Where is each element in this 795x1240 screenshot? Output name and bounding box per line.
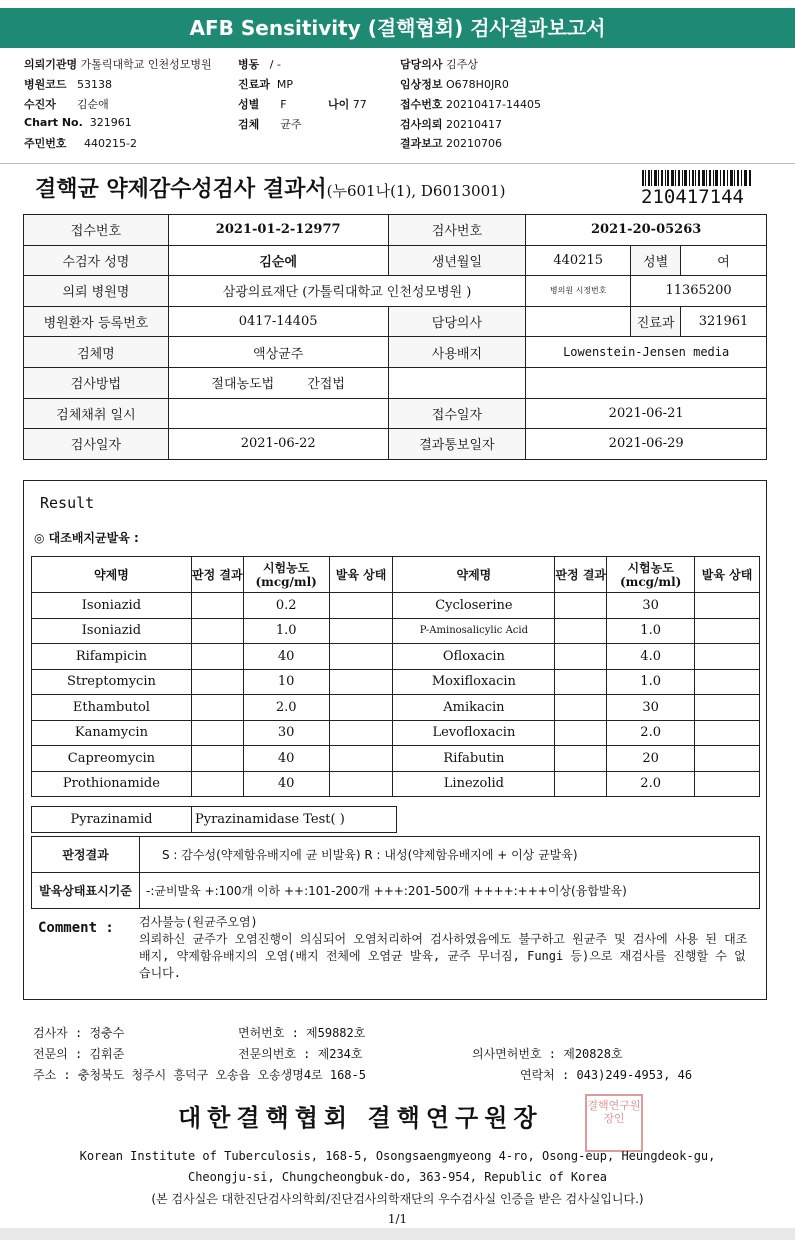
report-title-sub: (누601나(1), D6013001): [326, 182, 506, 200]
drug-concentration: 20: [607, 746, 695, 772]
cell: 11365200: [631, 276, 767, 307]
drug-growth: [329, 669, 393, 695]
seal-icon: 결핵연구원장인: [585, 1094, 643, 1152]
ward-label: 병동: [238, 58, 260, 71]
drug-growth: [329, 720, 393, 746]
drug-judgement: [555, 618, 607, 644]
cell: 321961: [681, 306, 767, 337]
cell: Pyrazinamidase Test( ): [192, 807, 397, 833]
age-label: 나이: [328, 98, 350, 111]
comment-line: 검사불능(원균주오염): [139, 915, 258, 929]
cell: 삼광의료재단 (가톨릭대학교 인천성모병원 ): [168, 276, 525, 307]
specialist-number: 전문의번호 : 제234호: [238, 1047, 363, 1061]
drug-growth: [695, 746, 760, 772]
cell: 검체채취 일시: [24, 398, 169, 429]
drug-judgement: [555, 644, 607, 670]
drug-concentration: 10: [243, 669, 329, 695]
cell: 결과통보일자: [388, 429, 526, 460]
specimen-value: 균주: [280, 118, 302, 131]
table-row: [24, 215, 767, 246]
drug-growth: [329, 593, 393, 619]
doctor-license: 의사면허번호 : 제20828호: [472, 1047, 623, 1061]
cell: [168, 398, 388, 429]
ward-value: / -: [269, 58, 281, 71]
cell: 접수일자: [388, 398, 526, 429]
drug-judgement: [555, 593, 607, 619]
contact: 연락처 : 043)249-4953, 46: [520, 1068, 693, 1082]
table-row: [24, 398, 767, 429]
cell: 발육상태표시기준: [32, 873, 140, 909]
drug-judgement: [191, 746, 243, 772]
dept-label: 진료과: [238, 78, 270, 91]
age-value: 77: [352, 98, 367, 111]
drug-growth: [695, 720, 760, 746]
table-row: [32, 873, 760, 909]
col-header: 발육 상태: [695, 557, 760, 593]
cell: [168, 367, 388, 398]
col-header: 시험농도 (mcg/ml): [607, 557, 695, 593]
drug-name: Rifabutin: [393, 746, 555, 772]
drug-name: Linezolid: [393, 771, 555, 797]
receipt-value: 20210417-14405: [446, 98, 541, 111]
report-banner: AFB Sensitivity (결핵협회) 검사결과보고서: [0, 8, 795, 48]
rrn-value: 440215-2: [84, 137, 137, 150]
table-row: [32, 720, 760, 746]
comment-line: 의뢰하신 균주가 오염진행이 의심되어 오염처리하여 검사하였음에도 불구하고 원균주 및 검사에 사용 된 대조배지, 약제함유배지의 오염(배지 전체에 오염균 발육, 균주 무너짐, Fungi 등)으로 재검사를 진행할 수 없습니다.: [139, 932, 748, 980]
drug-concentration: 2.0: [607, 720, 695, 746]
english-address-line2: Cheongju-si, Chungcheongbuk-do, 363-954, Republic of Korea: [187, 1170, 608, 1184]
drug-concentration: 0.2: [243, 593, 329, 619]
sex-label: 성별: [238, 98, 260, 111]
drug-name: Ethambutol: [32, 695, 192, 721]
cell: 2021-01-2-12977: [168, 215, 388, 246]
drug-judgement: [191, 593, 243, 619]
patient-info-table: [23, 214, 767, 460]
result-label: Result: [40, 494, 95, 512]
drug-concentration: 4.0: [607, 644, 695, 670]
col-header: 약제명: [393, 557, 555, 593]
address: 주소 : 충청북도 청주시 흥덕구 오송읍 오송생명4로 168-5: [33, 1068, 366, 1082]
drug-name: Streptomycin: [32, 669, 192, 695]
drug-name: Isoniazid: [32, 618, 192, 644]
cell: 2021-20-05263: [526, 215, 767, 246]
cell: 검사일자: [24, 429, 169, 460]
drug-name: Amikacin: [393, 695, 555, 721]
table-row: [24, 276, 767, 307]
drug-judgement: [191, 669, 243, 695]
cell: 접수번호: [24, 215, 169, 246]
drug-name: Prothionamide: [32, 771, 192, 797]
cell: 사용배지: [388, 337, 526, 368]
drug-concentration: 1.0: [243, 618, 329, 644]
report-label: 결과보고: [400, 137, 443, 150]
col-header: 약제명: [32, 557, 192, 593]
drug-name: Capreomycin: [32, 746, 192, 772]
drug-name: Cycloserine: [393, 593, 555, 619]
drug-growth: [329, 618, 393, 644]
request-value: 20210417: [446, 118, 503, 131]
drug-growth: [695, 695, 760, 721]
drug-concentration: 40: [243, 746, 329, 772]
report-title-main: 결핵균 약제감수성검사 결과서: [35, 176, 327, 202]
drug-growth: [329, 771, 393, 797]
cell: 검체명: [24, 337, 169, 368]
cell: 담당의사: [388, 306, 526, 337]
table-row: [32, 695, 760, 721]
drug-judgement: [191, 720, 243, 746]
drug-judgement: [555, 695, 607, 721]
cell: 검사방법: [24, 367, 169, 398]
code-value: 53138: [77, 78, 113, 91]
drug-concentration: 1.0: [607, 669, 695, 695]
col-header: 판정 결과: [191, 557, 243, 593]
cell: 생년월일: [388, 245, 526, 276]
clinical-label: 임상정보: [400, 78, 443, 91]
drug-judgement: [555, 720, 607, 746]
cell: 의뢰 병원명: [24, 276, 169, 307]
col-header: 발육 상태: [329, 557, 393, 593]
cell: S : 감수성(약제함유배지에 균 비발육) R : 내성(약제함유배지에 + 이상 균발육): [140, 837, 760, 873]
table-row: [32, 837, 760, 873]
organization-name: 대한결핵협회 결핵연구원장: [178, 1103, 543, 1132]
rrn-label: 주민번호: [24, 137, 67, 150]
dept-value: MP: [276, 78, 294, 91]
drug-name: Rifampicin: [32, 644, 192, 670]
drug-judgement: [191, 618, 243, 644]
cell: 440215: [526, 245, 631, 276]
header-info: [0, 52, 795, 164]
drug-growth: [695, 669, 760, 695]
drug-concentration: 2.0: [607, 771, 695, 797]
cell: 김순에: [168, 245, 388, 276]
table-row: [32, 771, 760, 797]
doctor-label: 담당의사: [400, 58, 443, 71]
drug-concentration: 30: [243, 720, 329, 746]
hospital-label: 의뢰기관명: [24, 58, 78, 71]
cell: Pyrazinamid: [32, 807, 192, 833]
table-row: [32, 644, 760, 670]
table-row: [32, 669, 760, 695]
drug-judgement: [191, 771, 243, 797]
tester: 검사자 : 정충수: [33, 1026, 125, 1040]
cell: [388, 367, 526, 398]
drug-judgement: [191, 695, 243, 721]
drug-table-body: [32, 593, 760, 797]
drug-name: Isoniazid: [32, 593, 192, 619]
hospital-value: 가톨릭대학교 인천성모병원: [80, 58, 212, 71]
specialist: 전문의 : 김휘준: [33, 1047, 125, 1061]
table-row: [32, 593, 760, 619]
cell: [526, 306, 631, 337]
comment-label: Comment :: [38, 920, 114, 936]
drug-concentration: 1.0: [607, 618, 695, 644]
method-indirect: 간접법: [307, 377, 345, 393]
drug-table: [31, 556, 760, 797]
cell: 0417-14405: [168, 306, 388, 337]
receipt-label: 접수번호: [400, 98, 443, 111]
cell: Lowenstein-Jensen media: [526, 337, 767, 368]
chart-value: 321961: [89, 116, 132, 129]
judgement-table: [31, 836, 760, 909]
barcode-icon: [642, 170, 752, 186]
chart-label: Chart No.: [24, 116, 83, 129]
report-title: [35, 172, 506, 203]
cell: 병의원 시정번호: [526, 276, 631, 307]
certification-note: (본 검사실은 대한진단검사의학회/진단검사의학재단의 우수검사실 인증을 받은 검사실입니다.): [151, 1192, 644, 1206]
col-header: 판정 결과: [555, 557, 607, 593]
drug-name: P-Aminosalicylic Acid: [393, 618, 555, 644]
sex-value: F: [280, 98, 287, 111]
license: 면허번호 : 제59882호: [238, 1026, 366, 1040]
report-value: 20210706: [446, 137, 503, 150]
drug-concentration: 30: [607, 593, 695, 619]
table-row: [24, 337, 767, 368]
drug-concentration: 2.0: [243, 695, 329, 721]
drug-name: Moxifloxacin: [393, 669, 555, 695]
table-row: [24, 429, 767, 460]
col-header: 시험농도 (mcg/ml): [243, 557, 329, 593]
table-row: [24, 367, 767, 398]
patient-label: 수진자: [24, 98, 56, 111]
drug-growth: [329, 695, 393, 721]
drug-concentration: 40: [243, 771, 329, 797]
code-label: 병원코드: [24, 78, 67, 91]
doctor-value: 김주상: [446, 58, 478, 71]
table-row: [32, 618, 760, 644]
drug-growth: [329, 746, 393, 772]
drug-growth: [695, 618, 760, 644]
table-row: [32, 807, 397, 833]
drug-concentration: 30: [607, 695, 695, 721]
cell: 2021-06-29: [526, 429, 767, 460]
request-label: 검사의뢰: [400, 118, 443, 131]
control-growth-label: ◎ 대조배지균발육 :: [34, 531, 139, 545]
table-row: [32, 746, 760, 772]
drug-growth: [695, 644, 760, 670]
drug-judgement: [555, 669, 607, 695]
cell: 진료과: [631, 306, 681, 337]
drug-growth: [695, 771, 760, 797]
drug-name: Kanamycin: [32, 720, 192, 746]
drug-judgement: [191, 644, 243, 670]
drug-judgement: [555, 771, 607, 797]
drug-name: Levofloxacin: [393, 720, 555, 746]
drug-growth: [329, 644, 393, 670]
cell: 수검자 성명: [24, 245, 169, 276]
cell: 성별: [631, 245, 681, 276]
cell: 액상균주: [168, 337, 388, 368]
method-absolute: 절대농도법: [211, 377, 275, 393]
page-number: 1/1: [387, 1212, 408, 1226]
cell: 검사번호: [388, 215, 526, 246]
english-address-line1: Korean Institute of Tuberculosis, 168-5, Osongsaengmyeong 4-ro, Osong-eup, Heungdeok-gu,: [79, 1149, 716, 1163]
cell: 2021-06-21: [526, 398, 767, 429]
page-bottom-bar: [0, 1228, 795, 1240]
drug-concentration: 40: [243, 644, 329, 670]
drug-judgement: [555, 746, 607, 772]
specimen-label: 검체: [238, 118, 260, 131]
table-row: [24, 306, 767, 337]
table-header-row: [32, 557, 760, 593]
table-row: [24, 245, 767, 276]
cell: 2021-06-22: [168, 429, 388, 460]
drug-growth: [695, 593, 760, 619]
cell: -:균비발육 +:100개 이하 ++:101-200개 +++:201-500개 ++++:+++이상(융합발육): [140, 873, 760, 909]
pyrazinamide-table: [31, 806, 397, 833]
cell: 병원환자 등록번호: [24, 306, 169, 337]
comment-text: [139, 914, 751, 982]
clinical-value: O678H0JR0: [446, 78, 509, 91]
cell: [526, 367, 767, 398]
cell: 여: [681, 245, 767, 276]
cell: 판정결과: [32, 837, 140, 873]
patient-value: 김순애: [76, 98, 109, 111]
drug-name: Ofloxacin: [393, 644, 555, 670]
barcode-number: 210417144: [641, 186, 744, 208]
